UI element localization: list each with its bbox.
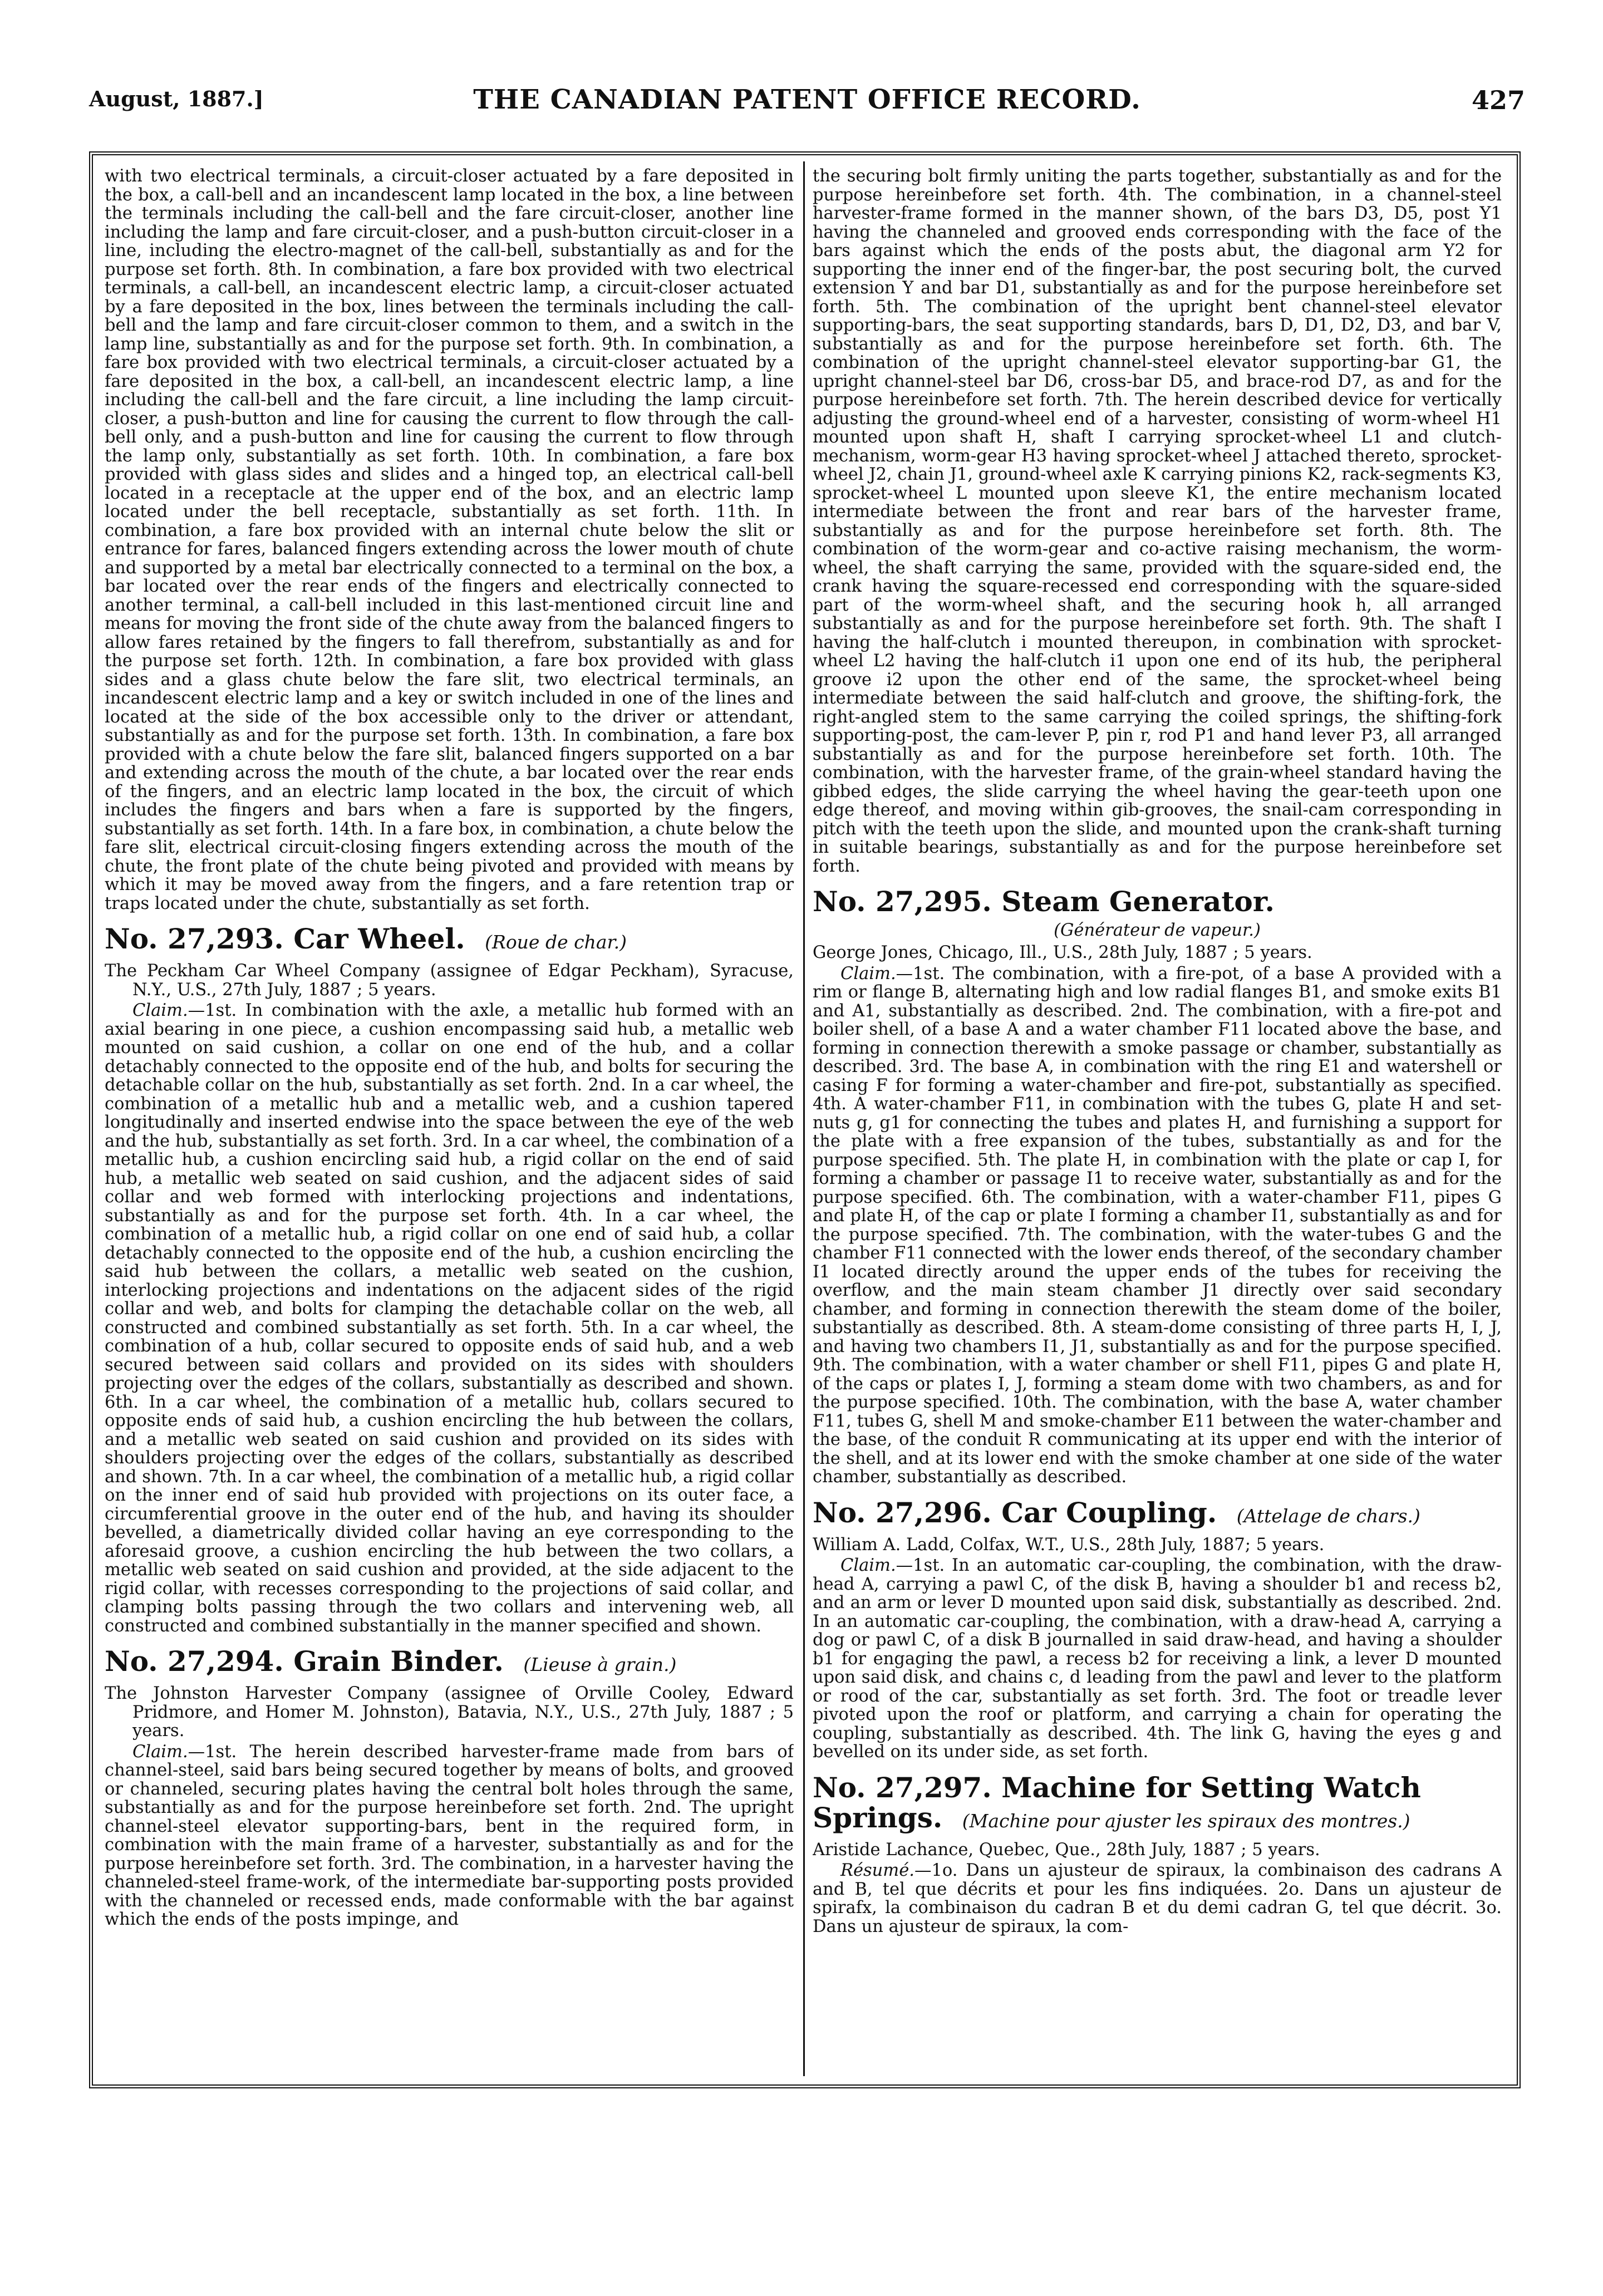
- entry-french-name: (Attelage de chars.): [1236, 1505, 1420, 1527]
- patent-entry-27297: [813, 1773, 1502, 1936]
- entry-title: [813, 1498, 1502, 1531]
- left-column: [105, 167, 794, 2071]
- claim-body: —1st. In an automatic car-coupling, the combination, with the draw-head A, carrying a pawl C, of the disk B, having a shoulder b1 and recess b2, and an arm or lever D mounted upon said disk, substantially as described. 2nd. In an automatic car-coupling, the combination, with a draw-head A, carrying a dog or pawl C, of a disk B journalled in said draw-head, and having a shoulder b1 for engaging the pawl, a recess b2 for receiving a link, a lever D mounted upon said disk, and chains c, d leading from the pawl and lever to the platform or rood of the car, substantially as set forth. 3rd. The foot or treadle lever pivoted upon the roof or platform, and carrying a chain for operating the coupling, substantially as described. 4th. The link G, having the eyes g and bevelled on its under side, as set forth.: [813, 1556, 1502, 1762]
- entry-claims: [813, 965, 1502, 1487]
- entry-name: Machine for Setting Watch Springs.: [813, 1771, 1421, 1834]
- claim-lead: Résumé.: [840, 1861, 914, 1880]
- entry-french-name: (Machine pour ajuster les spiraux des montres.): [962, 1810, 1410, 1832]
- claim-lead: Claim.: [132, 1742, 188, 1762]
- entry-french-name: (Roue de char.): [485, 931, 627, 953]
- entry-claims: [813, 1556, 1502, 1762]
- entry-number: No. 27,297.: [813, 1771, 992, 1804]
- continuation-text: with two electrical terminals, a circuit-closer actuated by a fare deposited in the box, a call-bell and an incandescent lamp located in the box, a line between the terminals including the call-bell and the fare circuit-closer, another line including the lamp and fare circuit-closer, and a push-button circuit-closer in a line, including the electro-magnet of the call-bell, substantially as and for the purpose set forth. 8th. In combination, a fare box provided with two electrical terminals, a call-bell, an incandescent electric lamp, a circuit-closer actuated by a fare deposited in the box, lines between the terminals including the call-bell and the lamp and fare circuit-closer common to them, and a switch in the lamp line, substantially as and for the purpose set forth. 9th. In combination, a fare box provided with two electrical terminals, a circuit-closer actuated by a fare deposited in the box, a call-bell, an incandescent electric lamp, a line including the call-bell and the fare circuit, a line including the lamp circuit-closer, a push-button and line for causing the current to flow through the call-bell only, and a push-button and line for causing the current to flow through the lamp only, substantially as set forth. 10th. In combination, a fare box provided with glass sides and slides and a hinged top, an electrical call-bell located in a receptacle at the upper end of the box, and an electric lamp located under the bell receptacle, substantially as set forth. 11th. In combination, a fare box provided with an internal chute below the slit or entrance for fares, balanced fingers extending across the lower mouth of chute and supported by a metal bar electrically connected to a terminal on the box, a bar located over the rear ends of the fingers and electrically connected to another terminal, a call-bell included in this last-mentioned circuit line and means for moving the front side of the chute away from the balanced fingers to allow fares retained by the fingers to fall therefrom, substantially as and for the purpose set forth. 12th. In combination, a fare box provided with glass sides and a glass chute below the fare slit, two electrical terminals, an incandescent electric lamp and a key or switch included in one of the lines and located at the side of the box accessible only to the driver or attendant, substantially as and for the purpose set forth. 13th. In combination, a fare box provided with a chute below the fare slit, balanced fingers supported on a bar and extending across the mouth of the chute, a bar located over the rear ends of the fingers, and an electric lamp located in the box, the circuit of which includes the fingers and bars when a fare is supported by the fingers, substantially as set forth. 14th. In a fare box, in combination, a chute below the fare slit, electrical circuit-closing fingers extending across the mouth of the chute, the front plate of the chute being pivoted and provided with means by which it may be moved away from the fingers, and a fare retention trap or traps located under the chute, substantially as set forth.: [105, 167, 794, 913]
- entry-number: No. 27,294.: [105, 1645, 284, 1678]
- entry-claims: [813, 1861, 1502, 1936]
- patent-entry-27293: [105, 924, 794, 1635]
- entry-byline: The Johnston Harvester Company (assignee of Orville Cooley, Edward Pridmore, and Homer M. Johnston), Batavia, N.Y., U.S., 27th July, 1887 ; 5 years.: [105, 1684, 794, 1741]
- publication-title: THE CANADIAN PATENT OFFICE RECORD.: [473, 84, 1141, 115]
- patent-entry-27296: [813, 1498, 1502, 1762]
- entry-claims: [105, 1743, 794, 1929]
- entry-byline: The Peckham Car Wheel Company (assignee of Edgar Peckham), Syracuse, N.Y., U.S., 27th July, 1887 ; 5 years.: [105, 961, 794, 1000]
- issue-date: August, 1887.]: [89, 86, 264, 111]
- entry-title: [105, 924, 794, 957]
- entry-title: [105, 1646, 794, 1680]
- entry-title: [813, 887, 1502, 917]
- claim-body: —1st. In combination with the axle, a metallic hub formed with an axial bearing in one piece, a cushion encompassing said hub, a metallic web mounted on said cushion, a collar on one end of the hub, and a collar detachably connected to the opposite end of the hub, and bolts for securing the detachable collar on the hub, substantially as set forth. 2nd. In a car wheel, the combination of a metallic hub and a metallic web, and a cushion tapered longitudinally and inserted endwise into the space between the eye of the web and the hub, substantially as set forth. 3rd. In a car wheel, the combination of a metallic hub, a cushion encircling said hub, a rigid collar on the end of said hub, a metallic web seated on said cushion, and the adjacent sides of said collar and web formed with interlocking projections and indentations, substantially as and for the purpose set forth. 4th. In a car wheel, the combination of a metallic hub, a rigid collar on one end of said hub, a collar detachably connected to the opposite end of the hub, a cushion encircling the said hub between the collars, a metallic web seated on the cushion, interlocking projections and indentations on the adjacent sides of the rigid collar and web, and bolts for clamping the detachable collar on the web, all constructed and combined substantially as set forth. 5th. In a car wheel, the combination of a hub, collar secured to opposite ends of said hub, and a web secured between said collars and provided on its sides with shoulders projecting over the edges of the collars, substantially as described and shown. 6th. In a car wheel, the combination of a metallic hub, collars secured to opposite ends of said hub, a cushion encircling the hub between the collars, and a metallic web seated on said cushion and provided on its sides with shoulders projecting over the edges of the collars, substantially as described and shown. 7th. In a car wheel, the combination of a metallic hub, a rigid collar on the inner end of said hub provided with projections on its outer face, a circumferential groove in the outer end of the hub, and having its shoulder bevelled, a diametrically divided collar having an eye corresponding to the aforesaid groove, a cushion encircling the hub between the two collars, a metallic web seated on said cushion and provided, at the side adjacent to the rigid collar, with recesses corresponding to the projections of said collar, and clamping bolts passing through the two collars and intervening web, all constructed and combined substantially in the manner specified and shown.: [105, 1001, 794, 1636]
- entry-french-name: (Lieuse à grain.): [523, 1654, 677, 1675]
- entry-number: No. 27,296.: [813, 1496, 992, 1529]
- claim-lead: Claim.: [132, 1001, 188, 1020]
- claim-body: —1st. The combination, with a fire-pot, of a base A provided with a rim or flange B, alternating high and low radial flanges B1, and smoke exits B1 and A1, substantially as described. 2nd. The combination, with a fire-pot and boiler shell, of a base A and a water chamber F11 located above the base, and forming in connection therewith a smoke passage or chamber, substantially as described. 3rd. The base A, in combination with the ring E1 and watershell or casing F for forming a water-chamber and fire-pot, substantially as specified. 4th. A water-chamber F11, in combination with the tubes G, plate H and set-nuts g, g1 for connecting the tubes and plates H, and furnishing a support for the plate with a free expansion of the tubes, substantially as and for the purpose specified. 5th. The plate H, in combination with the plate or cap I, for forming a chamber or passage I1 to receive water, substantially as and for the purpose specified. 6th. The combination, with a water-chamber F11, pipes G and plate H, of the cap or plate I forming a chamber I1, substantially as and for the purpose specified. 7th. The combination, with the water-tubes G and the chamber F11 connected with the lower ends thereof, of the secondary chamber I1 located directly around the upper ends of the tubes for receiving the overflow, and the main steam chamber J1 directly over said secondary chamber, and forming in connection therewith the steam dome of the boiler, substantially as described. 8th. A steam-dome consisting of three parts H, I, J, and having two chambers I1, J1, substantially as and for the purpose specified. 9th. The combination, with a water chamber or shell F11, pipes G and plate H, of the caps or plates I, J, forming a steam dome with two chambers, as and for the purpose specified. 10th. The combination, with the base A, water chamber F11, tubes G, shell M and smoke-chamber E11 between the water-chamber and the base, of the conduit R communicating at its upper end with the interior of the shell, and at its lower end with the smoke chamber at one side of the water chamber, substantially as described.: [813, 963, 1502, 1487]
- entry-title: [813, 1773, 1502, 1836]
- continuation-text: the securing bolt firmly uniting the parts together, substantially as and for the purpose hereinbefore set forth. 4th. The combination, in a channel-steel harvester-frame formed in the manner shown, of the bars D3, D5, post Y1 having the channeled and grooved ends corresponding with the face of the bars against which the ends of the posts abut, the diagonal arm Y2 for supporting the inner end of the finger-bar, the post securing bolt, the curved extension Y and bar D1, substantially as and for the purpose hereinbefore set forth. 5th. The combination of the upright bent channel-steel elevator supporting-bars, the seat supporting standards, bars D, D1, D2, D3, and bar V, substantially as and for the purpose hereinbefore set forth. 6th. The combination of the upright channel-steel elevator supporting-bar G1, the upright channel-steel bar D6, cross-bar D5, and brace-rod D7, as and for the purpose hereinbefore set forth. 7th. The herein described device for vertically adjusting the ground-wheel end of a harvester, consisting of worm-wheel H1 mounted upon shaft H, shaft I carrying sprocket-wheel L1 and clutch-mechanism, worm-gear H3 having sprocket-wheel J attached thereto, sprocket-wheel J2, chain J1, ground-wheel axle K carrying pinions K2, rack-segments K3, sprocket-wheel L mounted upon sleeve K1, the entire mechanism located intermediate between the front and rear bars of the harvester frame, substantially as and for the purpose hereinbefore set forth. 8th. The combination of the worm-gear and co-active raising mechanism, the worm-wheel, the shaft carrying the same, provided with the square-sided end, the crank having the square-recessed end corresponding with the square-sided part of the worm-wheel shaft, and the securing hook h, all arranged substantially as and for the purpose hereinbefore set forth. 9th. The shaft I having the half-clutch i mounted thereupon, in combination with sprocket-wheel L2 having the half-clutch i1 upon one end of its hub, the peripheral groove i2 upon the other end of the same, the sprocket-wheel being intermediate between the said half-clutch and groove, the shifting-fork, the right-angled stem to the same carrying the coiled springs, the shifting-fork supporting-post, the cam-lever P, pin r, rod P1 and hand lever P3, all arranged substantially as and for the purpose hereinbefore set forth. 10th. The combination, with the harvester frame, of the grain-wheel standard having the gibbed edges, the slide carrying the wheel having the gear-teeth upon one edge thereof, and moving within gib-grooves, the snail-cam corresponding in pitch with the teeth upon the slide, and mounted upon the crank-shaft turning in suitable bearings, substantially as and for the purpose hereinbefore set forth.: [813, 167, 1502, 876]
- entry-byline: William A. Ladd, Colfax, W.T., U.S., 28th July, 1887; 5 years.: [813, 1535, 1325, 1555]
- claim-body: —1o. Dans un ajusteur de spiraux, la combinaison des cadrans A and B, tel que décrits et pour les fins indiquées. 2o. Dans un ajusteur de spirafx, la combinaison du cadran B et du demi cadran G, tel que décrit. 3o. Dans un ajusteur de spiraux, la com-: [813, 1861, 1502, 1936]
- entry-number: No. 27,295.: [813, 885, 992, 918]
- entry-name: Car Coupling.: [1001, 1496, 1217, 1529]
- right-column: [813, 167, 1502, 2071]
- page-number: 427: [1471, 85, 1525, 115]
- entry-name: Car Wheel.: [293, 922, 465, 955]
- entry-number: No. 27,293.: [105, 922, 284, 955]
- entry-name: Grain Binder.: [293, 1645, 504, 1678]
- claim-body: —1st. The herein described harvester-frame made from bars of channel-steel, said bars being secured together by means of bolts, and grooved or channeled, securing plates having the central bolt holes through the same, substantially as and for the purpose hereinbefore set forth. 2nd. The upright channel-steel elevator supporting-bars, bent in the required form, in combination with the main frame of a harvester, substantially as and for the purpose hereinbefore set forth. 3rd. The combination, in a harvester having the channeled-steel frame-work, of the intermediate bar-supporting posts provided with the channeled or recessed ends, made conformable with the bar against which the ends of the posts impinge, and: [105, 1742, 794, 1929]
- page-header: [89, 86, 1525, 125]
- patent-entry-27295: [813, 887, 1502, 1487]
- column-divider: [803, 161, 805, 2076]
- entry-byline: George Jones, Chicago, Ill., U.S., 28th July, 1887 ; 5 years.: [813, 943, 1312, 962]
- entry-name: Steam Generator.: [1001, 885, 1275, 918]
- patent-entry-27294: [105, 1646, 794, 1929]
- entry-byline: Aristide Lachance, Quebec, Que., 28th July, 1887 ; 5 years.: [813, 1840, 1320, 1860]
- claim-lead: Claim.: [840, 1556, 896, 1575]
- entry-french-name: (Générateur de vapeur.): [1054, 921, 1261, 940]
- entry-claims: [105, 1001, 794, 1635]
- claim-lead: Claim.: [840, 963, 896, 984]
